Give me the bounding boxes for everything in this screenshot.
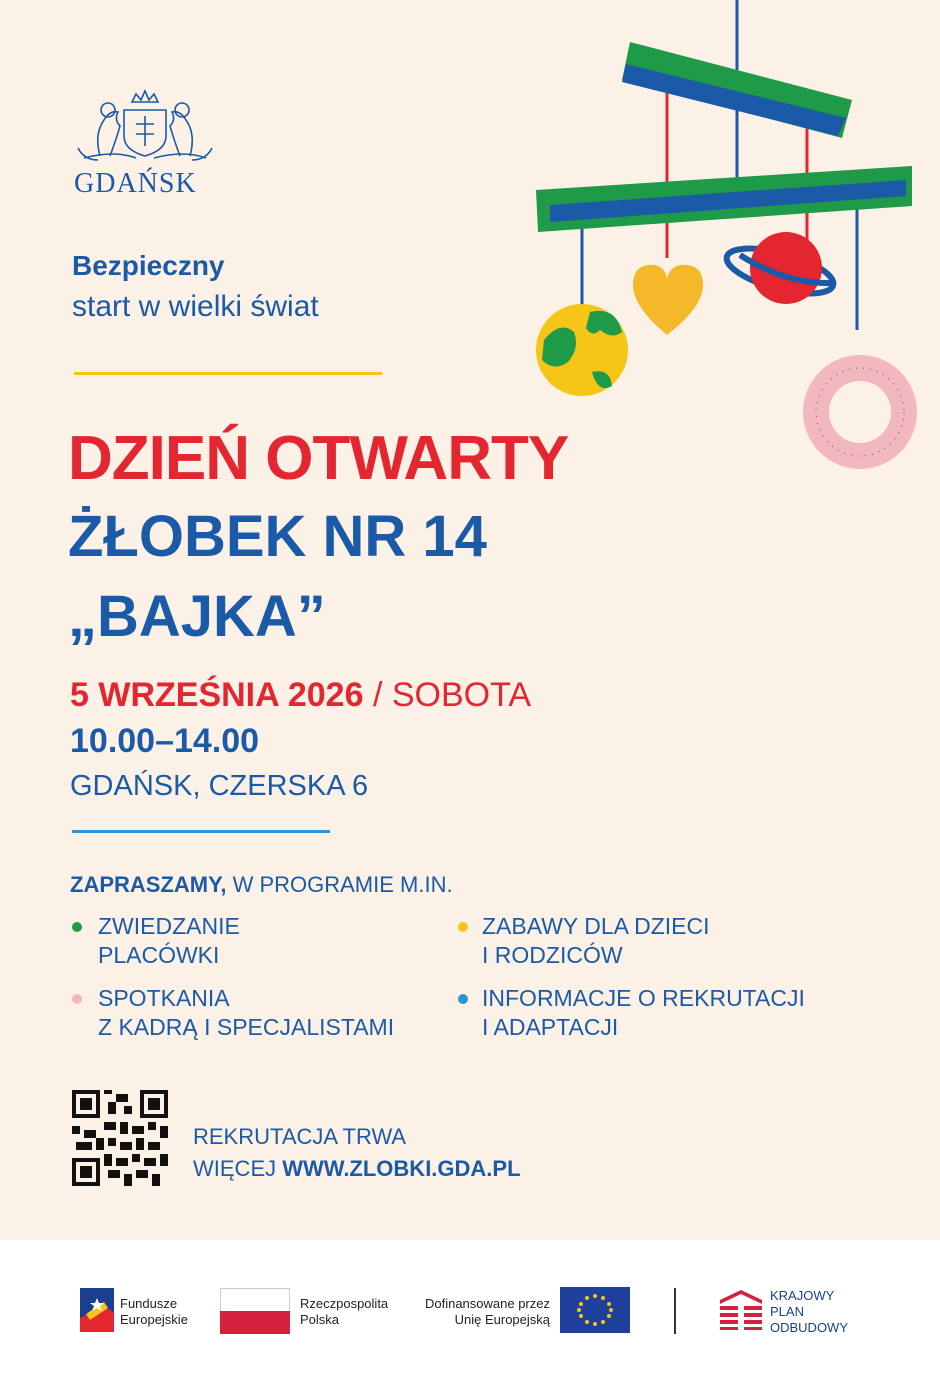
program-item-line: I ADAPTACJI xyxy=(482,1014,619,1040)
program-item-line: ZWIEDZANIE xyxy=(98,913,240,939)
qr-code-icon[interactable] xyxy=(72,1090,168,1186)
headline-open-day: DZIEŃ OTWARTY xyxy=(68,424,569,493)
rp-label xyxy=(300,1296,388,1328)
event-weekday: SOBOTA xyxy=(391,676,532,714)
program-item-line: ZABAWY DLA DZIECI xyxy=(482,913,710,939)
eu-line: Dofinansowane przez xyxy=(424,1296,550,1311)
program-item-line: Z KADRĄ I SPECJALISTAMI xyxy=(98,1014,395,1040)
footer-logos-bar xyxy=(0,1240,940,1388)
eu-line: Unię Europejską xyxy=(454,1312,550,1327)
baby-mobile-illustration xyxy=(530,0,920,490)
polish-flag-icon xyxy=(220,1288,290,1334)
eu-flag-icon xyxy=(560,1287,630,1333)
pink-bullet-icon xyxy=(72,994,82,1004)
program-intro xyxy=(70,872,453,898)
kpo-line: KRAJOWY xyxy=(770,1288,835,1303)
yellow-divider xyxy=(74,372,382,375)
program-item xyxy=(482,912,710,970)
blue-divider xyxy=(72,830,330,833)
slogan-line-2: start w wielki świat xyxy=(72,290,319,323)
program-item xyxy=(98,984,394,1042)
fe-label xyxy=(120,1296,188,1328)
event-time: 10.00–14.00 xyxy=(70,722,260,760)
fe-line: Fundusze xyxy=(120,1296,178,1311)
recruitment-status: REKRUTACJA TRWA xyxy=(193,1124,407,1149)
program-item xyxy=(98,912,240,970)
event-date xyxy=(70,674,531,716)
date-separator: / xyxy=(363,676,392,714)
rp-line: Rzeczpospolita xyxy=(300,1296,389,1311)
event-date-value: 5 WRZEŚNIA 2026 xyxy=(70,676,364,714)
krajowy-plan-odbudowy-logo-icon xyxy=(720,1290,762,1330)
fe-line: Europejskie xyxy=(120,1312,188,1327)
invite-rest: W PROGRAMIE M.IN. xyxy=(226,872,453,897)
fundusze-europejskie-logo-icon xyxy=(80,1288,114,1332)
program-item-line: INFORMACJE O REKRUTACJI xyxy=(482,985,805,1011)
headline-nursery: ŻŁOBEK NR 14 xyxy=(68,504,487,569)
headline-nursery-name: „BAJKA” xyxy=(68,584,326,649)
program-item-line: PLACÓWKI xyxy=(98,942,220,968)
event-place: GDAŃSK, CZERSKA 6 xyxy=(70,770,369,802)
invite-bold: ZAPRASZAMY, xyxy=(70,872,227,897)
kpo-line: ODBUDOWY xyxy=(770,1320,848,1335)
blue-bullet-icon xyxy=(458,994,468,1004)
footer-separator xyxy=(674,1288,676,1334)
recruitment-more-info xyxy=(193,1156,521,1182)
program-item-line: I RODZICÓW xyxy=(482,942,623,968)
eu-label xyxy=(420,1296,550,1328)
rp-line: Polska xyxy=(300,1312,340,1327)
kpo-line: PLAN xyxy=(770,1304,804,1319)
program-item-line: SPOTKANIA xyxy=(98,985,230,1011)
program-item xyxy=(482,984,805,1042)
kpo-label xyxy=(770,1288,848,1336)
website-link[interactable]: WWW.ZLOBKI.GDA.PL xyxy=(282,1156,521,1181)
green-bullet-icon xyxy=(72,922,82,932)
more-prefix: WIĘCEJ xyxy=(193,1156,283,1181)
gdansk-coat-of-arms-logo xyxy=(74,88,216,166)
yellow-bullet-icon xyxy=(458,922,468,932)
logo-city-name: GDAŃSK xyxy=(74,168,197,199)
slogan-line-1: Bezpieczny xyxy=(72,250,225,281)
